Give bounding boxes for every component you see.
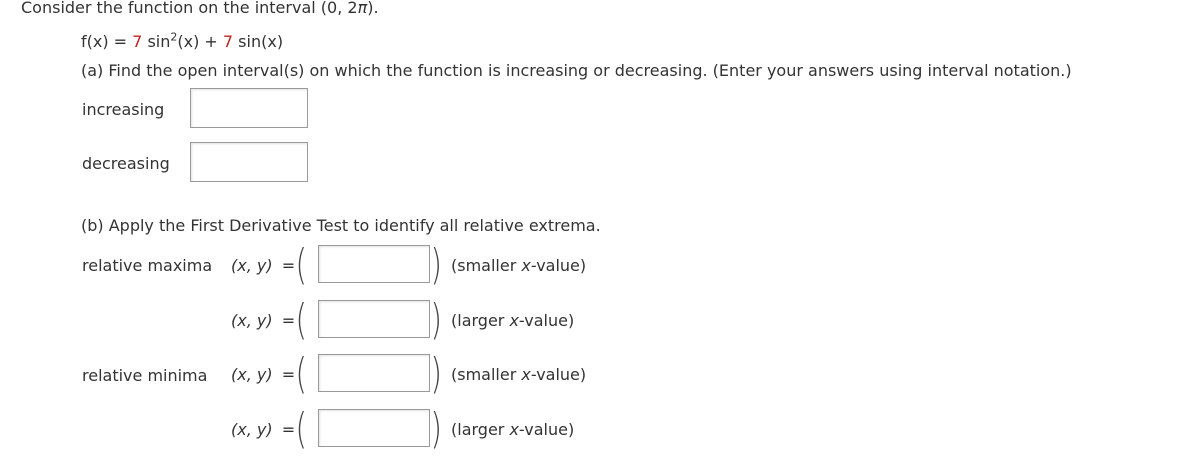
note-var: x: [509, 311, 519, 330]
function-coefficient-2: 7: [222, 32, 234, 51]
note-suffix: -value): [518, 311, 575, 330]
pi-symbol: π: [357, 0, 368, 17]
right-paren-icon: ): [430, 295, 442, 344]
note-larger-x: [451, 421, 574, 439]
minima-larger-input[interactable]: [318, 409, 430, 447]
relative-maxima-label: relative maxima: [82, 256, 213, 275]
part-b-prompt: (b) Apply the First Derivative Test to identify all relative extrema.: [81, 216, 601, 235]
relative-minima-label: relative minima: [82, 366, 208, 385]
maxima-larger-input[interactable]: [318, 300, 430, 338]
note-var: x: [509, 420, 519, 439]
note-var: x: [521, 256, 531, 275]
xy-text: (x, y): [231, 365, 273, 384]
function-sin: sin: [142, 32, 171, 51]
left-paren-icon: (: [295, 240, 307, 289]
intro-text: [21, 0, 379, 17]
note-larger-x: [451, 312, 574, 330]
xy-text: (x, y): [231, 311, 273, 330]
note-prefix: (larger: [451, 420, 510, 439]
left-paren-icon: (: [295, 404, 307, 453]
note-suffix: -value): [518, 420, 575, 439]
note-prefix: (smaller: [451, 256, 522, 275]
right-paren-icon: ): [430, 404, 442, 453]
left-paren-icon: (: [295, 349, 307, 398]
maxima-smaller-input[interactable]: [318, 245, 430, 283]
intro-suffix: ).: [367, 0, 379, 17]
minima-smaller-input[interactable]: [318, 354, 430, 392]
part-a-prompt: (a) Find the open interval(s) on which the function is increasing or decreasing. (Enter your answers using interval notation.): [81, 61, 1072, 80]
decreasing-label: decreasing: [82, 154, 170, 173]
note-suffix: -value): [530, 365, 587, 384]
xy-label: [231, 366, 295, 384]
note-smaller-x: [451, 366, 586, 384]
function-mid: (x) +: [177, 32, 223, 51]
xy-label: [231, 257, 295, 275]
equals-sign: =: [281, 420, 296, 439]
intro-prefix: Consider the function on the interval (0, 2: [21, 0, 358, 17]
equals-sign: =: [281, 256, 296, 275]
xy-text: (x, y): [231, 420, 273, 439]
note-smaller-x: [451, 257, 586, 275]
function-exponent: 2: [170, 30, 178, 44]
left-paren-icon: (: [295, 295, 307, 344]
xy-label: [231, 421, 295, 439]
increasing-input[interactable]: [190, 88, 308, 128]
note-var: x: [521, 365, 531, 384]
decreasing-input[interactable]: [190, 142, 308, 182]
function-end: sin(x): [233, 32, 284, 51]
note-prefix: (smaller: [451, 365, 522, 384]
xy-label: [231, 312, 295, 330]
function-coefficient-1: 7: [132, 32, 143, 51]
function-lhs: f(x) =: [81, 32, 133, 51]
increasing-label: increasing: [82, 100, 165, 119]
function-definition: [81, 30, 284, 51]
note-suffix: -value): [530, 256, 587, 275]
note-prefix: (larger: [451, 311, 510, 330]
equals-sign: =: [281, 365, 296, 384]
right-paren-icon: ): [430, 349, 442, 398]
right-paren-icon: ): [430, 240, 442, 289]
xy-text: (x, y): [231, 256, 273, 275]
equals-sign: =: [281, 311, 296, 330]
